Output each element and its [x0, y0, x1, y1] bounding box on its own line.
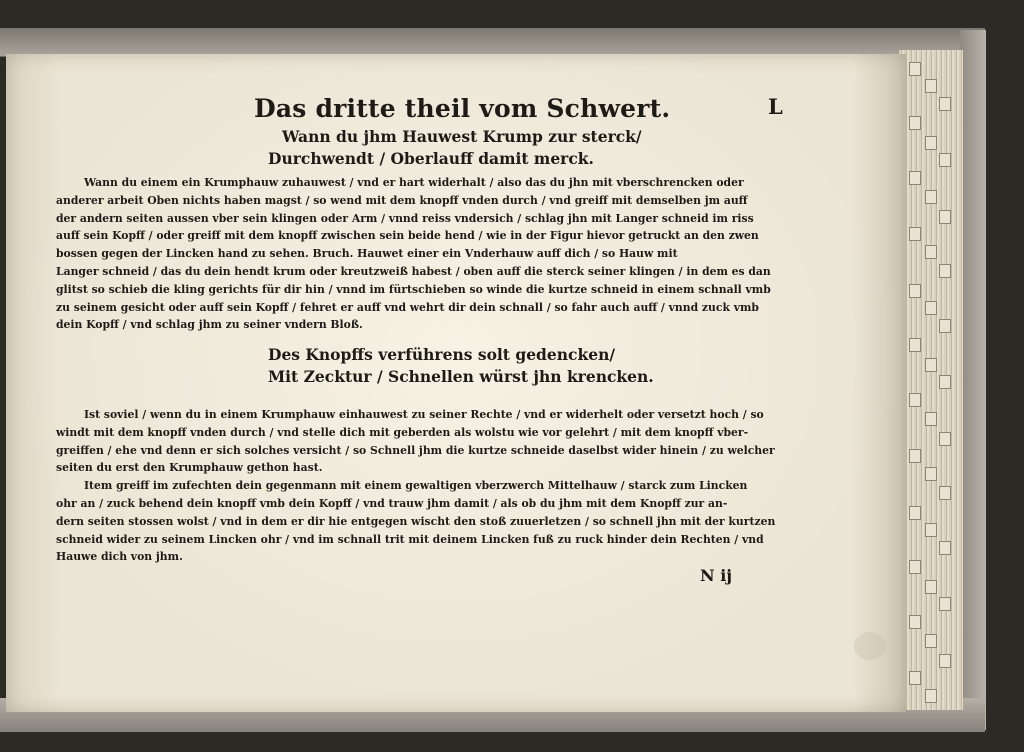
index-tab: [909, 116, 921, 130]
book-cover-right: [960, 30, 986, 730]
signature-mark: N ij: [700, 566, 733, 585]
paragraph-1-line: zu seinem gesicht oder auff sein Kopff / fehret er auff vnd wehrt dir dein schnall / so fahr auch auff / vnnd zuck vmb: [56, 300, 759, 314]
paragraph-1-line: auff sein Kopff / oder greiff mit dem knopff zwischen sein beide hend / wie in der Figur hievor getruckt an den zwen: [56, 229, 759, 243]
index-tab: [909, 671, 921, 685]
paragraph-2-line: Hauwe dich von jhm.: [56, 550, 183, 564]
verse-1-line-2: Durchwendt / Oberlauff damit merck.: [268, 149, 594, 168]
index-tab: [909, 560, 921, 574]
index-tab: [939, 210, 951, 224]
verse-heading-1: [268, 126, 642, 170]
index-tab: [925, 136, 937, 150]
index-tab: [925, 245, 937, 259]
paragraph-2-line: greiffen / ehe vnd denn er sich solches versicht / so Schnell jhm die kurtze schneide daselbst wider hinein / zu welcher: [56, 443, 775, 457]
paragraph-2-line: Ist soviel / wenn du in einem Krumphauw einhauwest zu seiner Rechte / vnd er widerhelt oder versetzt hoch / so: [84, 408, 764, 421]
paragraph-1: [56, 174, 781, 334]
index-tab: [925, 301, 937, 315]
paragraph-2-line: dern seiten stossen wolst / vnd in dem er dir hie entgegen wischt den stoß zuuerletzen / so schnell jhn mit der kurtzen: [56, 514, 776, 528]
paragraph-1-line: der andern seiten aussen vber sein klingen oder Arm / vnnd reiss vndersich / schlag jhn mit Langer schneid im riss: [56, 211, 754, 225]
index-tab: [909, 615, 921, 629]
paper-stain: [854, 632, 886, 660]
index-tab: [909, 62, 921, 76]
verse-1-line-1: Wann du jhm Hauwest Krump zur sterck/: [282, 127, 642, 146]
paragraph-1-line: anderer arbeit Oben nichts haben magst / so wend mit dem knopff vnden durch / vnd greiff mit demselben jm auff: [56, 193, 748, 207]
index-tab: [925, 467, 937, 481]
index-tab: [909, 393, 921, 407]
paragraph-2-line: Item greiff im zufechten dein gegenmann mit einem gewaltigen vberzwerch Mittelhauw / starck zum Lincken: [84, 479, 748, 493]
page-title: Das dritte theil vom Schwert.: [254, 94, 671, 123]
index-tab: [939, 432, 951, 446]
paragraph-2-line: seiten du erst den Krumphauw gethon hast.: [56, 461, 323, 475]
index-tab: [909, 227, 921, 241]
index-tab: [925, 358, 937, 372]
paragraph-1-line: glitst so schieb die kling gerichts für dir hin / vnnd im fürtschieben so winde die kurtze schneid in einem schnall vmb: [56, 282, 771, 296]
paragraph-2: [56, 406, 781, 566]
verse-heading-2: [268, 344, 654, 388]
page-edges-with-tabs: [898, 50, 963, 710]
paragraph-2-line: windt mit dem knopff vnden durch / vnd stelle dich mit geberden als wolstu wie vor gelehrt / mit dem knopff vber-: [56, 425, 749, 439]
index-tab: [925, 190, 937, 204]
index-tab: [925, 689, 937, 703]
index-tab: [909, 506, 921, 520]
index-tab: [925, 634, 937, 648]
index-tab: [925, 523, 937, 537]
index-tab: [925, 79, 937, 93]
index-tab: [909, 284, 921, 298]
index-tab: [939, 541, 951, 555]
paragraph-2-line: ohr an / zuck behend dein knopff vmb dein Kopff / vnd trauw jhm damit / als ob du jhm mit dem Knopff zur an-: [56, 496, 728, 510]
index-tab: [939, 597, 951, 611]
folio-mark: L: [768, 94, 783, 119]
index-tab: [939, 153, 951, 167]
index-tab: [909, 338, 921, 352]
index-tab: [939, 264, 951, 278]
index-tab: [909, 449, 921, 463]
verse-2-line-1: Des Knopffs verführens solt gedencken/: [268, 345, 615, 364]
index-tab: [925, 412, 937, 426]
index-tab: [939, 319, 951, 333]
index-tab: [925, 580, 937, 594]
paragraph-1-line: bossen gegen der Lincken hand zu sehen. Bruch. Hauwet einer ein Vnderhauw auff dich / so Hauw mit: [56, 247, 678, 261]
paragraph-1-line: Langer schneid / das du dein hendt krum oder kreutzweiß habest / oben auff die sterck seiner klingen / in dem es dan: [56, 264, 771, 278]
paragraph-1-line: Wann du einem ein Krumphauw zuhauwest / vnd er hart widerhalt / also das du jhn mit vberschrencken oder: [84, 176, 744, 189]
index-tab: [939, 97, 951, 111]
paragraph-2-line: schneid wider zu seinem Lincken ohr / vnd im schnall trit mit deinem Lincken fuß zu ruck hinder dein Rechten / vnd: [56, 532, 764, 546]
index-tab: [939, 654, 951, 668]
book-page: [6, 54, 906, 712]
paragraph-1-line: dein Kopff / vnd schlag jhm zu seiner vndern Bloß.: [56, 318, 363, 332]
index-tab: [909, 171, 921, 185]
book-cover-top: [0, 28, 985, 57]
index-tab: [939, 375, 951, 389]
verse-2-line-2: Mit Zecktur / Schnellen würst jhn krencken.: [268, 367, 654, 386]
index-tab: [939, 486, 951, 500]
